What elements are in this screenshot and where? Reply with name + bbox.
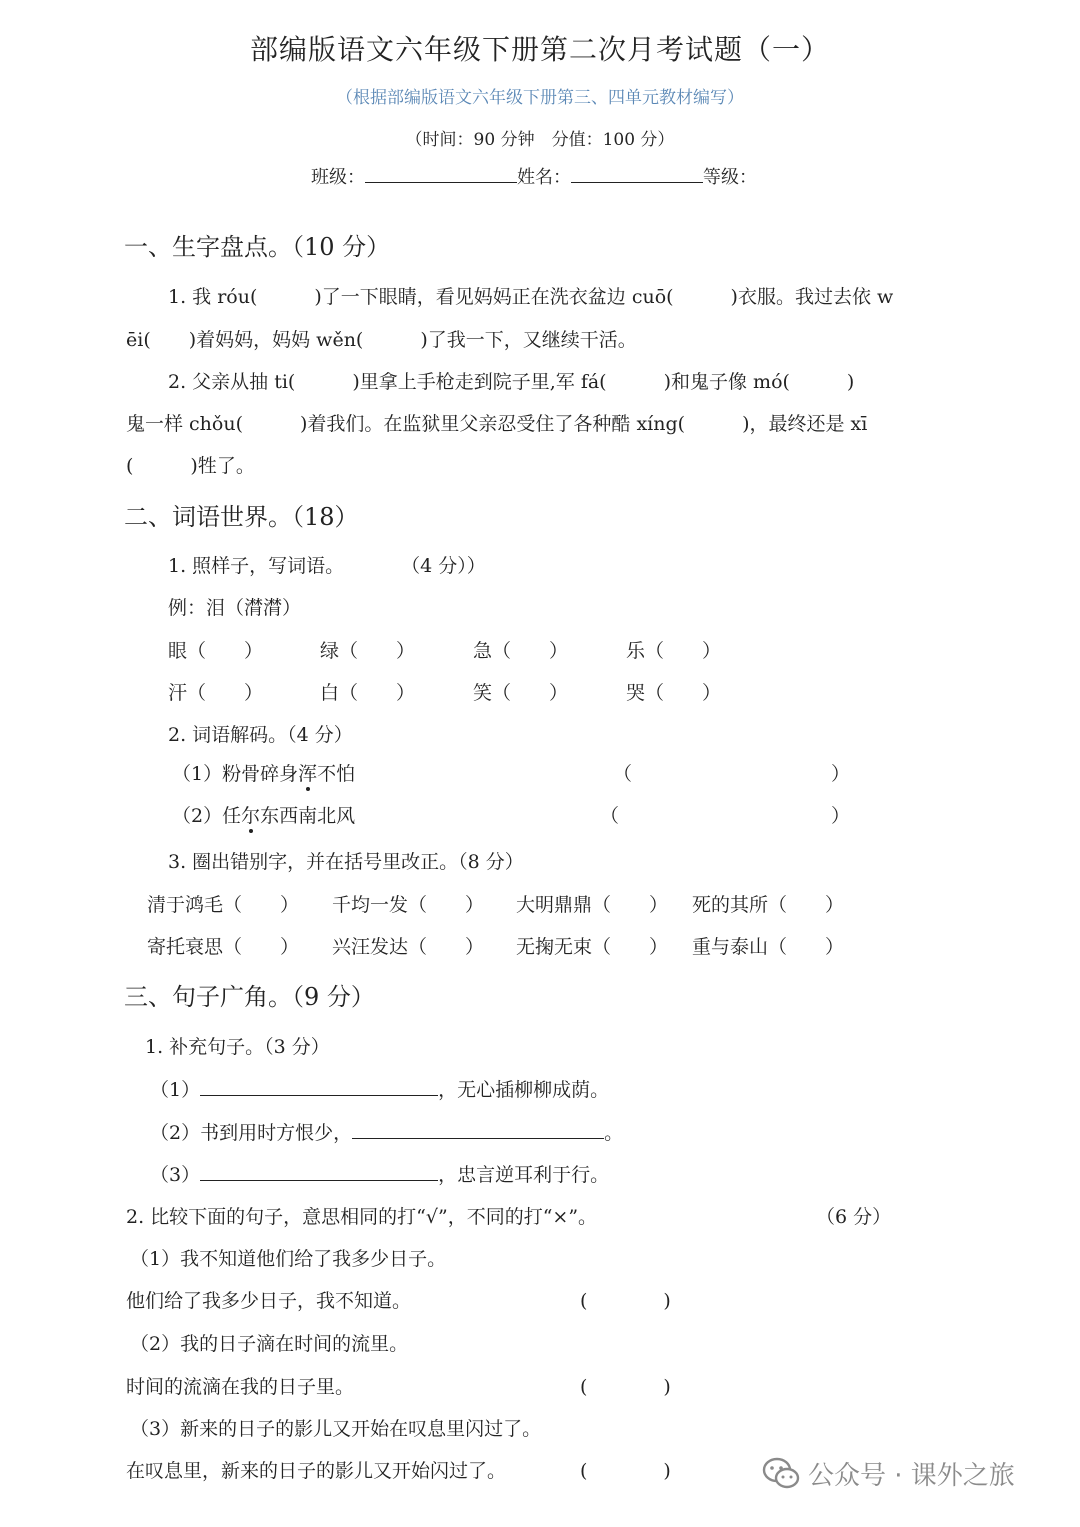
typo-item: 大明鼎鼎（ ）: [516, 894, 669, 916]
answer-paren-close: ）: [831, 805, 851, 827]
name-label: 姓名：: [517, 167, 571, 188]
wechat-icon: [762, 1456, 800, 1490]
s3-q2: 2. 比较下面的句子，意思相同的打“√”，不同的打“×”。: [126, 1206, 598, 1228]
typo-item: 死的其所（ ）: [692, 894, 845, 916]
typo-item: 重与泰山（ ）: [692, 936, 845, 958]
typo-item: 清于鸿毛（ ）: [147, 894, 300, 916]
answer-blank[interactable]: ( ): [580, 1460, 671, 1482]
grade-label: 等级：: [703, 167, 757, 188]
compare-sentence: 他们给了我多少日子，我不知道。: [126, 1290, 412, 1312]
word-item: 汗（ ）: [168, 682, 264, 704]
section-3-heading: 三、句子广角。（9 分）: [124, 983, 375, 1011]
typo-item: 无掬无束（ ）: [516, 936, 669, 958]
idiom-item-1: （1）粉骨碎身浑不怕: [172, 763, 356, 785]
emphasis-char: 浑: [298, 763, 318, 785]
fill-line-1: （1） ，无心插柳柳成荫。: [150, 1079, 610, 1101]
s1-line-1: 1. 我 róu( )了一下眼睛，看见妈妈正在洗衣盆边 cuō( )衣服。我过去依 w: [168, 286, 894, 308]
page-subtitle: （根据部编版语文六年级下册第三、四单元教材编写）: [336, 88, 744, 108]
answer-paren-open: （: [613, 763, 633, 785]
s2-q2: 2. 词语解码。（4 分）: [168, 724, 353, 746]
fill-blank[interactable]: [352, 1120, 604, 1139]
fill-blank[interactable]: [200, 1077, 438, 1096]
word-item: 笑（ ）: [473, 682, 569, 704]
section-1-heading: 一、生字盘点。（10 分）: [124, 233, 391, 261]
class-label: 班级：: [311, 167, 365, 188]
s1-line-2: ēi( )着妈妈，妈妈 wěn( )了我一下，又继续干活。: [126, 329, 637, 351]
word-item: 乐（ ）: [626, 640, 722, 662]
idiom-item-2: （2）任尔东西南北风: [172, 805, 356, 827]
compare-sentence: （1）我不知道他们给了我多少日子。: [130, 1248, 447, 1270]
s2-example: 例：泪（潸潸）: [168, 597, 302, 619]
word-item: 哭（ ）: [626, 682, 722, 704]
answer-blank[interactable]: ( ): [580, 1376, 671, 1398]
s1-line-4: 鬼一样 chǒu( )着我们。在监狱里父亲忍受住了各种酷 xíng( )，最终还是 xī: [126, 413, 868, 435]
word-item: 急（ ）: [473, 640, 569, 662]
fill-blank[interactable]: [200, 1162, 438, 1181]
compare-sentence: 时间的流滴在我的日子里。: [126, 1376, 355, 1398]
typo-item: 寄托衰思（ ）: [147, 936, 300, 958]
s3-q2-score: （6 分）: [816, 1206, 892, 1228]
compare-sentence: 在叹息里，新来的日子的影儿又开始闪过了。: [126, 1460, 507, 1482]
class-blank[interactable]: [365, 164, 517, 183]
watermark: [762, 1453, 1015, 1493]
compare-sentence: （2）我的日子滴在时间的流里。: [130, 1333, 409, 1355]
word-item: 眼（ ）: [168, 640, 264, 662]
section-2-heading: 二、词语世界。（18）: [124, 503, 359, 531]
typo-item: 兴汪发达（ ）: [332, 936, 485, 958]
fill-line-3: （3） ，忠言逆耳利于行。: [150, 1164, 610, 1186]
s2-q1: 1. 照样子，写词语。 （4 分））: [168, 555, 486, 577]
answer-blank[interactable]: ( ): [580, 1290, 671, 1312]
s2-q3: 3. 圈出错别字，并在括号里改正。（8 分）: [168, 851, 524, 873]
word-item: 绿（ ）: [320, 640, 416, 662]
fill-line-2: （2）书到用时方恨少， 。: [150, 1122, 624, 1144]
answer-paren-open: （: [600, 805, 620, 827]
watermark-text: 公众号 · 课外之旅: [808, 1460, 1015, 1491]
page-title: 部编版语文六年级下册第二次月考试题（一）: [249, 33, 830, 66]
answer-paren-close: ）: [831, 763, 851, 785]
word-item: 白（ ）: [320, 682, 416, 704]
exam-time-info: （时间：90 分钟 分值：100 分）: [405, 130, 675, 150]
name-blank[interactable]: [571, 164, 703, 183]
compare-sentence: （3）新来的日子的影儿又开始在叹息里闪过了。: [130, 1418, 542, 1440]
s1-line-3: 2. 父亲从抽 ti( )里拿上手枪走到院子里,军 fá( )和鬼子像 mó( ): [168, 371, 855, 393]
s1-line-5: ( )牲了。: [126, 455, 255, 477]
student-info-line: [311, 164, 757, 190]
emphasis-char: 尔: [241, 805, 261, 827]
typo-item: 千均一发（ ）: [332, 894, 485, 916]
s3-q1: 1. 补充句子。（3 分）: [145, 1036, 330, 1058]
